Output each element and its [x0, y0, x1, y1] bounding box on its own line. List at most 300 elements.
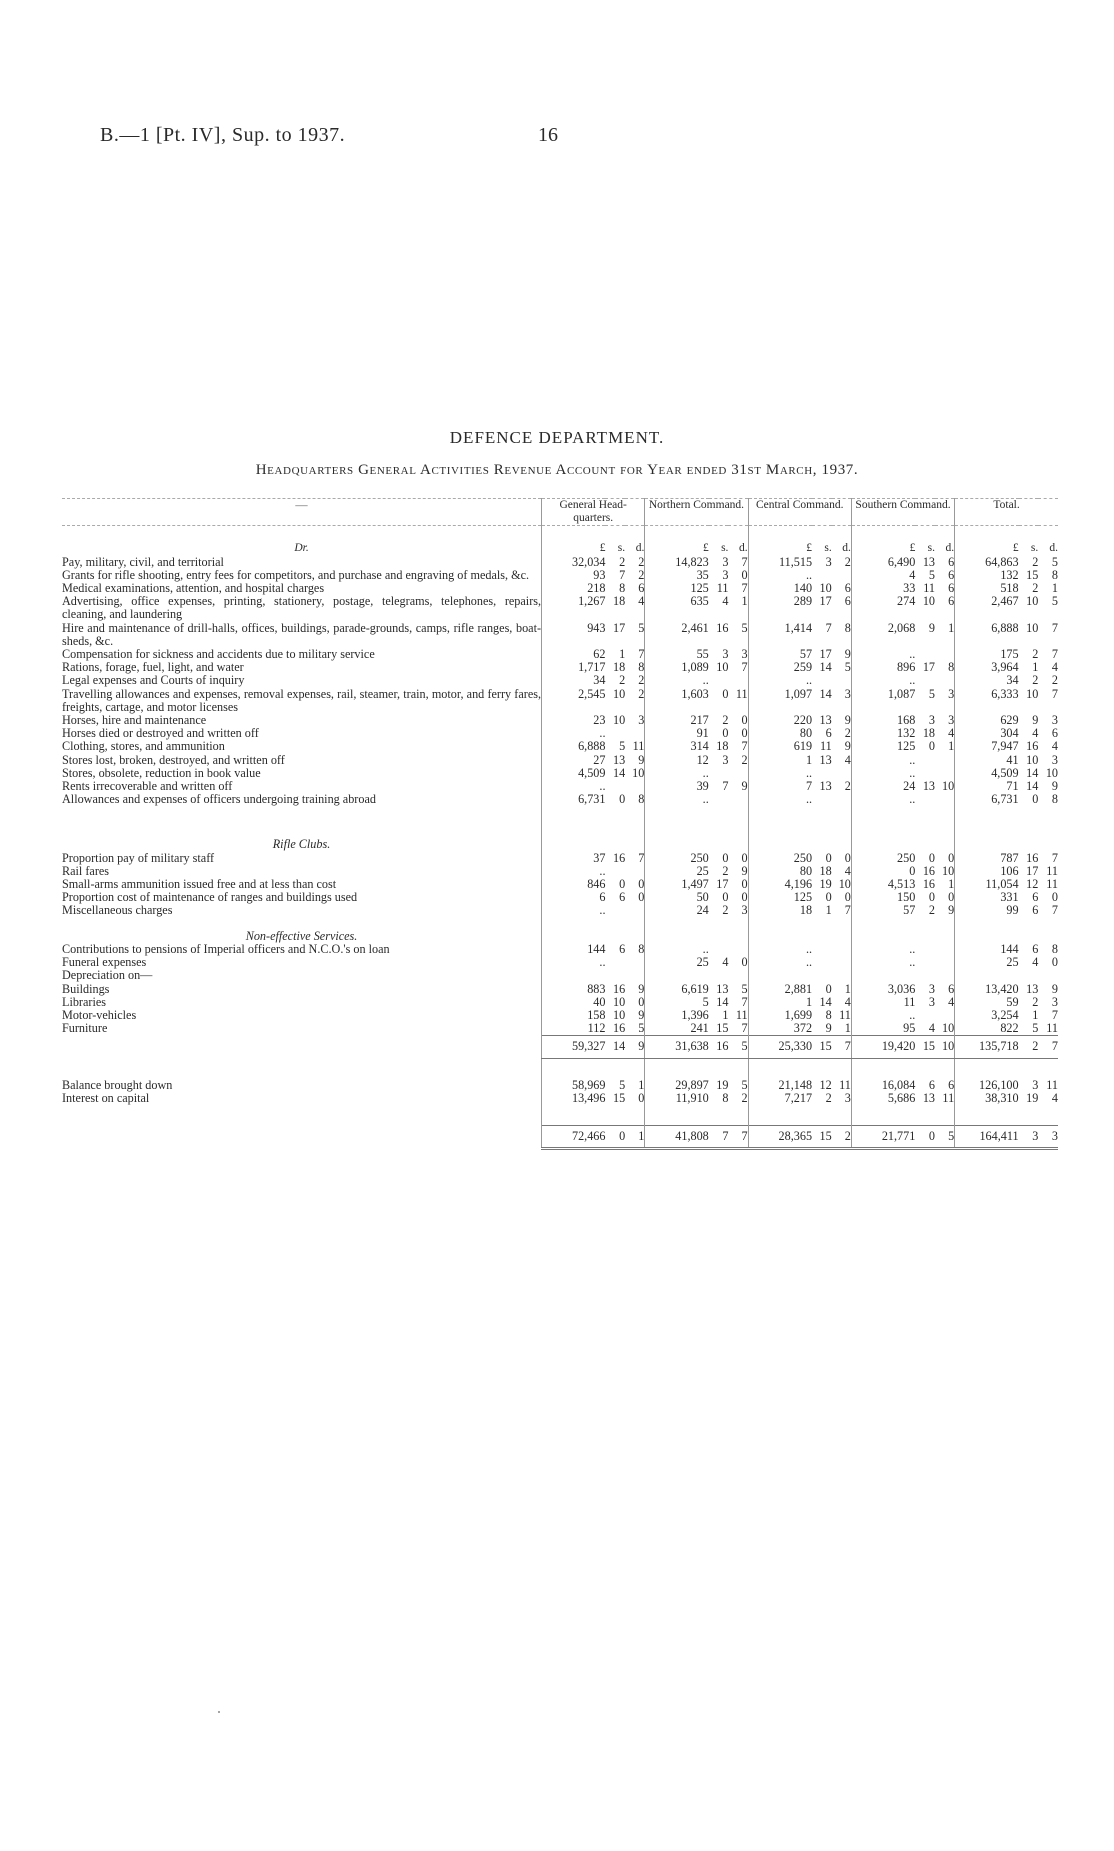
amount-pence: 3 — [741, 903, 748, 918]
amount-pence: 7 — [638, 850, 645, 865]
empty-cell — [605, 826, 625, 851]
amount-pence: 11 — [1046, 863, 1058, 878]
empty-cell — [851, 1058, 915, 1079]
amount-pounds: 158 — [542, 1009, 606, 1022]
empty-cell — [605, 1105, 625, 1126]
empty-cell — [812, 969, 832, 982]
amount-shillings: 4 — [722, 594, 729, 609]
pound-unit: £ — [851, 526, 915, 556]
amount-pence: 2 — [638, 567, 645, 582]
amount-pence: 0 — [844, 890, 851, 905]
amount-pounds: 1,699 — [748, 1009, 812, 1022]
amount-pence: 7 — [638, 647, 645, 662]
shilling-unit: s. — [927, 542, 935, 555]
depreciation-row — [62, 983, 1058, 996]
amount-pence: 11 — [942, 1090, 955, 1105]
amount-shillings: 13 — [819, 779, 832, 794]
column-header-row — [62, 499, 1058, 526]
empty-cell — [851, 969, 915, 982]
amount-pence: 7 — [741, 994, 748, 1009]
amount-pence: 6 — [844, 581, 851, 596]
row-description: Funeral expenses — [62, 955, 147, 970]
amount-pence: 10 — [935, 1036, 955, 1058]
amount-pence — [935, 956, 955, 969]
amount-pounds: 80 — [748, 865, 812, 878]
amount-pence: 2 — [638, 673, 645, 688]
amount-pence: 2 — [844, 779, 851, 794]
amount-pence: 2 — [844, 554, 851, 569]
amount-shillings: 3 — [928, 713, 935, 728]
amount-shillings: 13 — [612, 752, 626, 767]
amount-pence: 7 — [1051, 647, 1058, 662]
amount-pence: 4 — [1051, 660, 1058, 675]
empty-cell — [915, 806, 935, 826]
amount-pence: 6 — [638, 581, 645, 596]
empty-cell — [955, 806, 1019, 826]
amount-pence: 6 — [1051, 726, 1058, 741]
empty-cell — [812, 918, 832, 943]
pound-unit: £ — [542, 526, 606, 556]
pence-unit: d. — [1049, 542, 1058, 555]
amount-shillings: 15 — [915, 1036, 935, 1058]
amount-shillings: 10 — [819, 581, 832, 596]
empty-cell — [832, 806, 852, 826]
empty-cell — [1019, 806, 1039, 826]
grand-total-row — [62, 1125, 1058, 1148]
amount-pence: 3 — [948, 713, 955, 728]
expense-row — [62, 674, 1058, 687]
amount-pence: 7 — [1038, 1036, 1058, 1058]
amount-pence: 9 — [1051, 981, 1058, 996]
amount-shillings: 0 — [605, 1125, 625, 1148]
amount-shillings: 9 — [825, 1021, 832, 1036]
empty-cell — [832, 1058, 852, 1079]
amount-pence: 10 — [1045, 765, 1058, 780]
amount-shillings: 9 — [928, 620, 935, 635]
amount-pence — [832, 943, 852, 956]
amount-pounds: 13,420 — [955, 983, 1019, 996]
amount-pence: 1 — [948, 877, 955, 892]
amount-shillings: 15 — [812, 1125, 832, 1148]
empty-cell — [935, 826, 955, 851]
row-description: Miscellaneous charges — [62, 903, 173, 918]
amount-shillings: 16 — [922, 863, 935, 878]
empty-cell — [605, 1058, 625, 1079]
amount-pence: 2 — [844, 726, 851, 741]
amount-pounds: 4,509 — [542, 767, 606, 780]
revenue-account-table — [62, 498, 1058, 1150]
amount-pence: 10 — [941, 863, 955, 878]
amount-pence: 8 — [844, 620, 851, 635]
amount-shillings: 7 — [825, 620, 832, 635]
amount-pence: 9 — [844, 739, 851, 754]
empty-cell — [605, 806, 625, 826]
section-non-effective-services — [62, 918, 1058, 943]
amount-pence: 11 — [839, 1077, 851, 1092]
amount-shillings: 6 — [619, 890, 626, 905]
empty-cell — [935, 969, 955, 982]
amount-pounds: 28,365 — [748, 1125, 812, 1148]
amount-shillings: 8 — [825, 1007, 832, 1022]
amount-shillings: 6 — [825, 726, 832, 741]
amount-pence: 7 — [832, 1036, 852, 1058]
empty-cell — [625, 826, 645, 851]
amount-pence: 5 — [1051, 554, 1058, 569]
amount-shillings: 8 — [619, 581, 626, 596]
empty-cell — [709, 806, 729, 826]
empty-cell — [955, 1105, 1019, 1126]
amount-shillings: 0 — [915, 1125, 935, 1148]
empty-cell — [915, 918, 935, 943]
amount-pence: 0 — [638, 1090, 645, 1105]
section-label: Depreciation on— — [62, 968, 153, 983]
amount-shillings — [812, 674, 832, 687]
expense-row — [62, 595, 1058, 621]
amount-shillings: 6 — [1032, 941, 1039, 956]
amount-pounds: 175 — [955, 648, 1019, 661]
empty-cell — [748, 806, 812, 826]
shilling-unit: s. — [824, 542, 832, 555]
amount-shillings: 0 — [825, 890, 832, 905]
amount-pounds: 32,034 — [542, 556, 606, 569]
expense-row — [62, 688, 1058, 714]
amount-shillings: 16 — [1026, 850, 1039, 865]
amount-pounds: 518 — [955, 582, 1019, 595]
empty-cell — [812, 826, 832, 851]
amount-pounds: 1,396 — [645, 1009, 709, 1022]
amount-pounds: 6,888 — [955, 622, 1019, 648]
amount-shillings: 0 — [722, 890, 729, 905]
amount-shillings: 10 — [612, 686, 626, 701]
amount-pounds: 93 — [542, 569, 606, 582]
amount-pence: 4 — [844, 863, 851, 878]
amount-pounds: 39 — [645, 780, 709, 793]
amount-pence: 7 — [741, 1021, 748, 1036]
empty-cell — [728, 806, 748, 826]
amount-pence: 1 — [1051, 581, 1058, 596]
empty-cell — [1019, 1105, 1039, 1126]
amount-pounds: .. — [645, 793, 709, 806]
empty-cell — [935, 918, 955, 943]
amount-pence: 3 — [638, 713, 645, 728]
amount-pounds: 1,717 — [542, 661, 606, 674]
section-label: Non-effective Services. — [245, 928, 358, 943]
empty-cell — [625, 918, 645, 943]
amount-pounds: 59 — [955, 996, 1019, 1009]
dr-label: Dr. — [294, 542, 309, 555]
amount-pounds: 14,823 — [645, 556, 709, 569]
amount-shillings — [915, 956, 935, 969]
amount-pounds: .. — [851, 674, 915, 687]
amount-pence: 7 — [1051, 850, 1058, 865]
amount-shillings: 6 — [1032, 890, 1039, 905]
units-row — [62, 526, 1058, 556]
empty-cell — [709, 826, 729, 851]
amount-pence — [935, 674, 955, 687]
amount-pounds: 6,731 — [542, 793, 606, 806]
amount-pence: 7 — [1051, 620, 1058, 635]
row-description: Buildings — [62, 981, 110, 996]
amount-pounds: .. — [542, 904, 606, 917]
amount-shillings: 13 — [819, 713, 832, 728]
amount-pence: 8 — [638, 792, 645, 807]
amount-shillings: 11 — [716, 581, 729, 596]
amount-pence: 5 — [741, 1077, 748, 1092]
empty-cell — [748, 826, 812, 851]
empty-cell — [62, 806, 542, 826]
empty-cell — [935, 1105, 955, 1126]
empty-cell — [1038, 806, 1058, 826]
amount-pounds: 11,054 — [955, 878, 1019, 891]
amount-pounds: .. — [748, 569, 812, 582]
spacer-row — [62, 1105, 1058, 1126]
amount-pounds: 6,490 — [851, 556, 915, 569]
empty-cell — [832, 969, 852, 982]
amount-shillings: 13 — [1026, 981, 1039, 996]
empty-cell — [728, 1058, 748, 1079]
amount-pence: 7 — [741, 554, 748, 569]
column-header-total: Total. — [955, 499, 1058, 526]
page-number: 16 — [538, 124, 558, 146]
amount-pounds: 16,084 — [851, 1079, 915, 1092]
empty-cell — [955, 826, 1019, 851]
amount-pounds: 787 — [955, 852, 1019, 865]
empty-cell — [915, 826, 935, 851]
amount-pence: 11 — [1046, 1077, 1058, 1092]
amount-shillings: 16 — [709, 1036, 729, 1058]
amount-shillings: 13 — [922, 1090, 935, 1105]
amount-pounds: 1 — [748, 996, 812, 1009]
pence-unit: d. — [738, 542, 748, 555]
empty-cell — [728, 969, 748, 982]
page-speck — [218, 1711, 220, 1713]
empty-cell — [1038, 969, 1058, 982]
amount-shillings: 3 — [722, 567, 729, 582]
amount-pence: 0 — [741, 877, 748, 892]
amount-pence: 9 — [638, 981, 645, 996]
expense-row — [62, 556, 1058, 569]
amount-pence: 9 — [844, 647, 851, 662]
empty-cell — [1019, 1058, 1039, 1079]
empty-cell — [832, 826, 852, 851]
amount-pence: 2 — [1051, 673, 1058, 688]
amount-pounds: 19,420 — [851, 1036, 915, 1058]
amount-pounds: 24 — [851, 780, 915, 793]
amount-pounds: 1,497 — [645, 878, 709, 891]
amount-pounds: 38,310 — [955, 1092, 1019, 1105]
amount-pounds: 25,330 — [748, 1036, 812, 1058]
amount-pounds: .. — [645, 943, 709, 956]
depreciation-row — [62, 1022, 1058, 1036]
empty-cell — [645, 969, 709, 982]
row-description — [62, 1036, 542, 1058]
amount-shillings: 10 — [612, 994, 626, 1009]
amount-pence — [935, 793, 955, 806]
amount-pounds: .. — [748, 793, 812, 806]
amount-shillings — [605, 904, 625, 917]
amount-pounds: 62 — [542, 648, 606, 661]
amount-pence — [625, 904, 645, 917]
amount-pounds: 41 — [955, 754, 1019, 767]
amount-pence — [935, 943, 955, 956]
empty-cell — [832, 918, 852, 943]
amount-pence: 4 — [638, 594, 645, 609]
amount-pounds: .. — [851, 648, 915, 661]
empty-cell — [851, 918, 915, 943]
amount-pounds: .. — [748, 943, 812, 956]
amount-shillings: 6 — [928, 1077, 935, 1092]
amount-pence: 6 — [948, 1077, 955, 1092]
amount-shillings: 0 — [928, 850, 935, 865]
amount-pounds: 126,100 — [955, 1079, 1019, 1092]
amount-shillings: 3 — [722, 647, 729, 662]
pound-unit: £ — [955, 526, 1019, 556]
empty-cell — [605, 918, 625, 943]
empty-cell — [625, 1058, 645, 1079]
empty-cell — [1019, 969, 1039, 982]
amount-pence: 4 — [948, 726, 955, 741]
amount-pounds: 33 — [851, 582, 915, 595]
amount-pence: 5 — [935, 1125, 955, 1148]
row-description: Proportion pay of military staff — [62, 850, 215, 865]
spacer-row — [62, 806, 1058, 826]
amount-pounds: .. — [542, 780, 606, 793]
amount-shillings: 4 — [1032, 726, 1039, 741]
amount-pounds: 12 — [645, 754, 709, 767]
amount-shillings: 16 — [612, 850, 626, 865]
row-description: Stores, obsolete, reduction in book value — [62, 765, 261, 780]
amount-pounds: 106 — [955, 865, 1019, 878]
empty-cell — [935, 1058, 955, 1079]
amount-pounds: .. — [645, 767, 709, 780]
amount-pence: 0 — [1051, 890, 1058, 905]
amount-shillings: 10 — [612, 713, 626, 728]
amount-pounds: 91 — [645, 727, 709, 740]
amount-pence: 6 — [948, 981, 955, 996]
amount-pounds: 314 — [645, 740, 709, 753]
amount-shillings: 15 — [812, 1036, 832, 1058]
amount-pounds: 250 — [748, 852, 812, 865]
amount-shillings: 14 — [1026, 765, 1039, 780]
amount-pence: 1 — [948, 739, 955, 754]
amount-pence: 10 — [838, 877, 851, 892]
account-title: Headquarters General Activities Revenue Account for Year ended 31st March, 1937. — [255, 462, 859, 478]
row-description: Legal expenses and Courts of inquiry — [62, 673, 245, 688]
empty-cell — [851, 1105, 915, 1126]
amount-shillings: 15 — [1026, 567, 1039, 582]
amount-pounds: 55 — [645, 648, 709, 661]
amount-pence: 3 — [1051, 713, 1058, 728]
amount-shillings — [812, 793, 832, 806]
amount-pounds: 6,333 — [955, 688, 1019, 714]
empty-cell — [748, 969, 812, 982]
amount-shillings: 14 — [819, 686, 832, 701]
amount-pounds: 4,196 — [748, 878, 812, 891]
amount-pence — [935, 754, 955, 767]
row-description: Advertising, office expenses, printing, stationery, postage, telegrams, telephones, repairs, cleaning, and laundering — [62, 594, 542, 622]
amount-pence: 4 — [844, 752, 851, 767]
empty-cell — [62, 1105, 542, 1126]
amount-pence: 10 — [632, 765, 645, 780]
empty-cell — [812, 1105, 832, 1126]
amount-shillings: 8 — [722, 1090, 729, 1105]
amount-pounds: 1,087 — [851, 688, 915, 714]
amount-pence: 4 — [1051, 739, 1058, 754]
row-description: Rations, forage, fuel, light, and water — [62, 660, 244, 675]
amount-shillings: 0 — [825, 850, 832, 865]
amount-pence — [728, 674, 748, 687]
amount-pence — [728, 793, 748, 806]
row-description: Rail fares — [62, 863, 110, 878]
amount-pounds: .. — [748, 956, 812, 969]
amount-pounds: 71 — [955, 780, 1019, 793]
amount-shillings: 7 — [722, 779, 729, 794]
amount-shillings: 15 — [716, 1021, 729, 1036]
row-description: Hire and maintenance of drill-halls, offices, buildings, parade-grounds, camps, rifle ranges, boat-sheds, &c. — [62, 620, 542, 648]
amount-pence: 1 — [844, 1021, 851, 1036]
amount-pounds: 217 — [645, 714, 709, 727]
amount-shillings: 5 — [928, 567, 935, 582]
amount-shillings: 16 — [1026, 739, 1039, 754]
amount-shillings: 2 — [1032, 554, 1039, 569]
amount-pence: 6 — [948, 581, 955, 596]
amount-shillings: 13 — [922, 779, 935, 794]
amount-pounds: 57 — [851, 904, 915, 917]
amount-pounds: 2,467 — [955, 595, 1019, 621]
amount-pounds: .. — [542, 956, 606, 969]
amount-pence: 0 — [741, 713, 748, 728]
amount-pounds: 7,947 — [955, 740, 1019, 753]
empty-cell — [709, 969, 729, 982]
empty-cell — [645, 1058, 709, 1079]
pence-unit: d. — [635, 542, 645, 555]
amount-shillings: 9 — [1032, 713, 1039, 728]
amount-pounds: 331 — [955, 891, 1019, 904]
amount-shillings: 17 — [922, 660, 935, 675]
amount-shillings: 0 — [619, 792, 626, 807]
amount-shillings: 2 — [722, 903, 729, 918]
amount-pence: 6 — [948, 594, 955, 609]
amount-pence: 8 — [948, 660, 955, 675]
empty-cell — [748, 918, 812, 943]
amount-pounds: 21,771 — [851, 1125, 915, 1148]
amount-pence: 4 — [1051, 1090, 1058, 1105]
amount-pounds: 1 — [748, 754, 812, 767]
amount-shillings: 0 — [619, 877, 626, 892]
amount-pounds: 144 — [955, 943, 1019, 956]
empty-cell — [812, 1058, 832, 1079]
row-description: Horses died or destroyed and written off — [62, 726, 259, 741]
amount-pounds: 80 — [748, 727, 812, 740]
amount-pence: 2 — [832, 1125, 852, 1148]
amount-shillings: 4 — [928, 1021, 935, 1036]
amount-pence: 11 — [735, 686, 748, 701]
empty-cell — [645, 918, 709, 943]
amount-pence: 0 — [948, 850, 955, 865]
amount-pence — [625, 956, 645, 969]
row-description: Interest on capital — [62, 1090, 150, 1105]
amount-pounds: 846 — [542, 878, 606, 891]
amount-pounds: 34 — [542, 674, 606, 687]
amount-shillings: 19 — [1026, 1090, 1039, 1105]
amount-pounds: 289 — [748, 595, 812, 621]
amount-pounds: .. — [851, 767, 915, 780]
amount-shillings — [709, 793, 729, 806]
depreciation-row — [62, 996, 1058, 1009]
amount-pence: 3 — [1051, 994, 1058, 1009]
amount-pence: 5 — [741, 620, 748, 635]
empty-cell — [748, 1105, 812, 1126]
